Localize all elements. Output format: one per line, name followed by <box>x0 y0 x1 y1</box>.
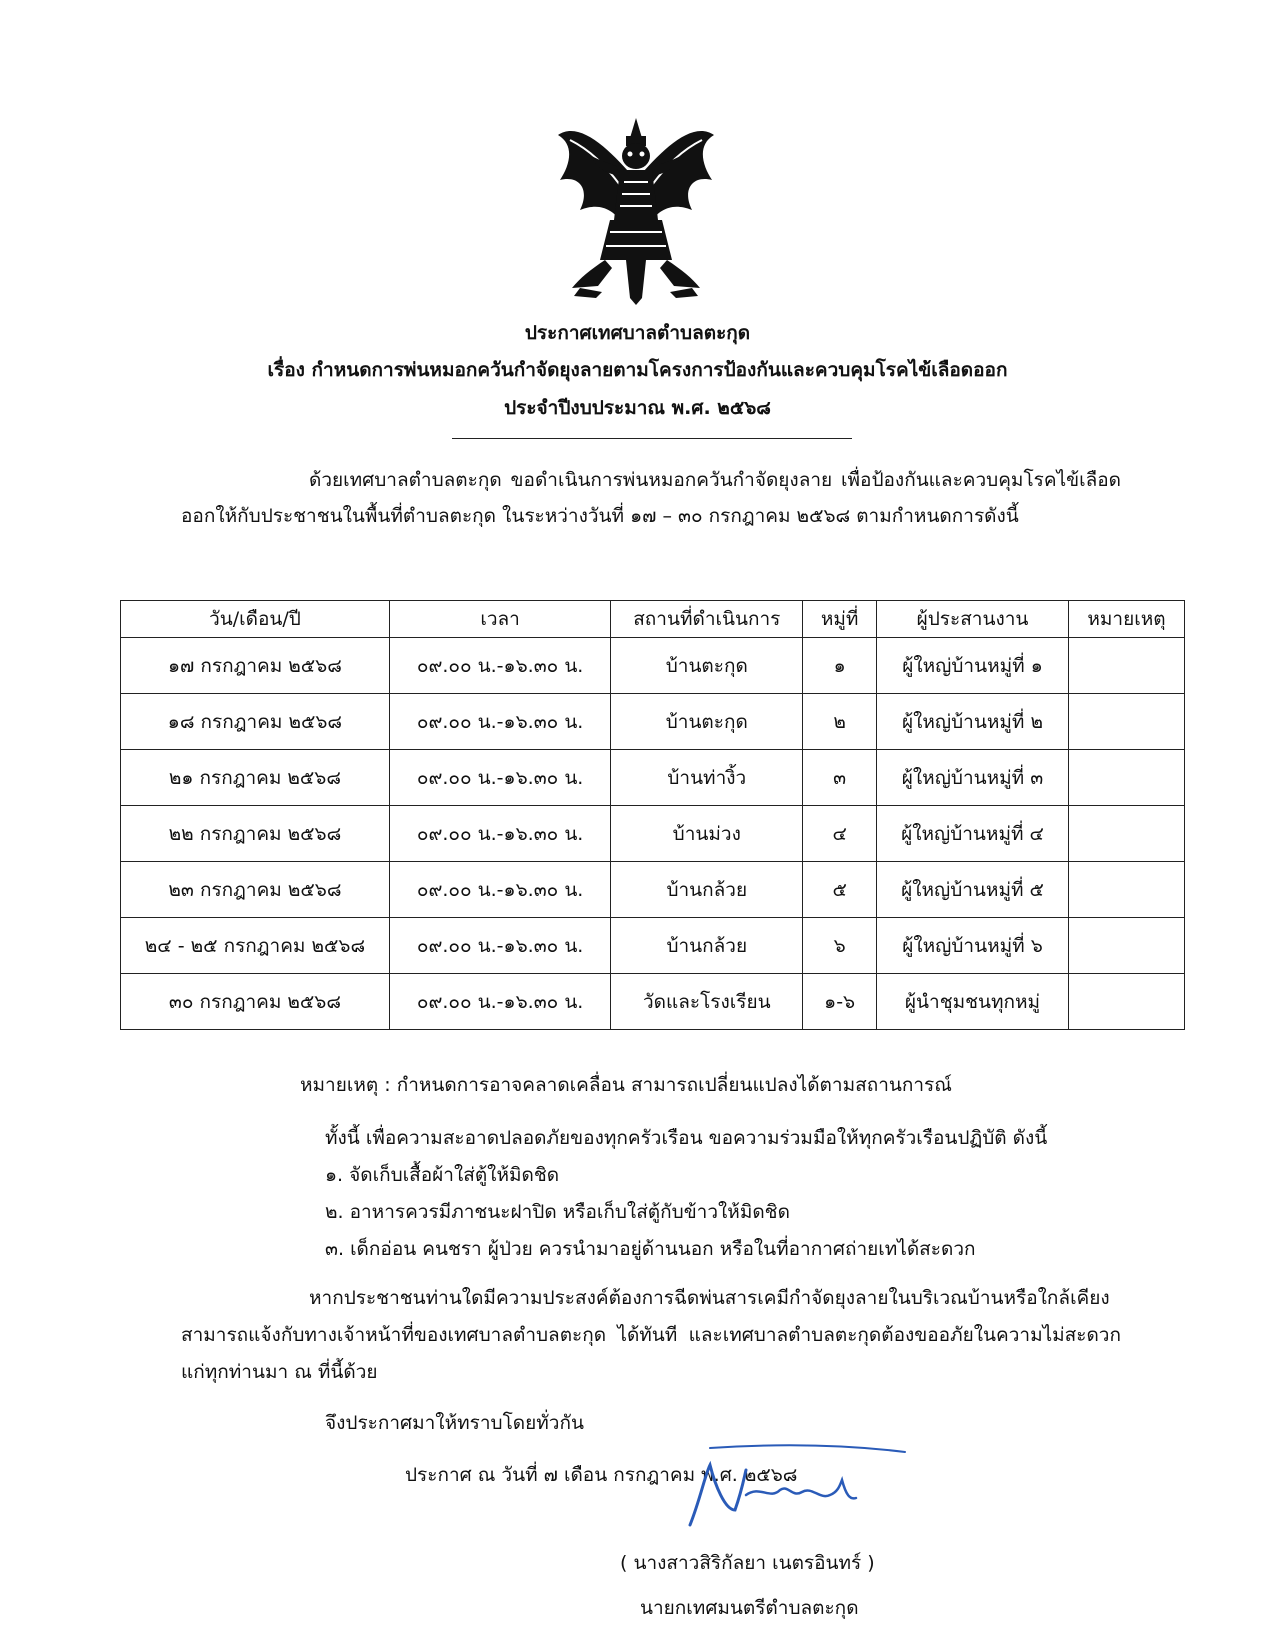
instruction-item: ๑. จัดเก็บเสื้อผ้าใส่ตู้ให้มิดชิด <box>325 1164 560 1186</box>
cell-remark <box>1068 638 1184 694</box>
table-row <box>121 918 1185 974</box>
garuda-emblem-icon <box>550 110 722 305</box>
schedule-table <box>120 600 1185 1030</box>
column-header-village: หมู่ที่ <box>803 601 877 638</box>
column-header-location: สถานที่ดำเนินการ <box>611 601 803 638</box>
cell-remark <box>1068 862 1184 918</box>
cell-location: วัดและโรงเรียน <box>611 974 803 1030</box>
cell-location: บ้านตะกุด <box>611 638 803 694</box>
table-row <box>121 974 1185 1030</box>
cell-date: ๑๗ กรกฎาคม ๒๕๖๘ <box>121 638 390 694</box>
table-row <box>121 638 1185 694</box>
cell-date: ๒๒ กรกฎาคม ๒๕๖๘ <box>121 806 390 862</box>
cell-time: ๐๙.๐๐ น.-๑๖.๓๐ น. <box>389 750 610 806</box>
signer-position: นายกเทศมนตรีตำบลตะกุด <box>640 1597 859 1619</box>
cell-remark <box>1068 918 1184 974</box>
cell-coordinator: ผู้ใหญ่บ้านหมู่ที่ ๒ <box>877 694 1069 750</box>
cell-village: ๔ <box>803 806 877 862</box>
cell-coordinator: ผู้นำชุมชนทุกหมู่ <box>877 974 1069 1030</box>
cell-location: บ้านม่วง <box>611 806 803 862</box>
table-row <box>121 862 1185 918</box>
instructions-lead: ทั้งนี้ เพื่อความสะอาดปลอดภัยของทุกครัวเรือน ขอความร่วมมือให้ทุกครัวเรือนปฏิบัติ ดังนี้ <box>325 1127 1048 1149</box>
cell-time: ๐๙.๐๐ น.-๑๖.๓๐ น. <box>389 862 610 918</box>
cell-village: ๓ <box>803 750 877 806</box>
cell-village: ๑-๖ <box>803 974 877 1030</box>
closing-paragraph: หากประชาชนท่านใดมีความประสงค์ต้องการฉีดพ่นสารเคมีกำจัดยุงลายในบริเวณบ้านหรือใกล้เคียง สามารถแจ้งกับทางเจ้าหน้าที่ของเทศบาลตำบลตะกุด ได้ทันที และเทศบาลตำบลตะกุดต้องขออภัยในความไม่สะดวกแก่ทุกท่านมา ณ ที่นี้ด้วย <box>181 1287 1121 1383</box>
cell-coordinator: ผู้ใหญ่บ้านหมู่ที่ ๓ <box>877 750 1069 806</box>
cell-remark <box>1068 974 1184 1030</box>
cell-date: ๑๘ กรกฎาคม ๒๕๖๘ <box>121 694 390 750</box>
title-divider <box>452 438 852 439</box>
cell-date: ๒๓ กรกฎาคม ๒๕๖๘ <box>121 862 390 918</box>
cell-coordinator: ผู้ใหญ่บ้านหมู่ที่ ๑ <box>877 638 1069 694</box>
cell-location: บ้านท่างิ้ว <box>611 750 803 806</box>
cell-remark <box>1068 694 1184 750</box>
cell-village: ๖ <box>803 918 877 974</box>
column-header-time: เวลา <box>389 601 610 638</box>
cell-time: ๐๙.๐๐ น.-๑๖.๓๐ น. <box>389 918 610 974</box>
cell-date: ๓๐ กรกฎาคม ๒๕๖๘ <box>121 974 390 1030</box>
intro-paragraph: ด้วยเทศบาลตำบลตะกุด ขอดำเนินการพ่นหมอกควันกำจัดยุงลาย เพื่อป้องกันและควบคุมโรคไข้เลือดออกให้กับประชาชนในพื้นที่ตำบลตะกุด ในระหว่างวันที่ ๑๗ – ๓๐ กรกฎาคม ๒๕๖๘ ตามกำหนดการดังนี้ <box>181 469 1121 527</box>
announcement-date: ประกาศ ณ วันที่ ๗ เดือน กรกฎาคม พ.ศ. ๒๕๖๘ <box>405 1464 798 1486</box>
cell-time: ๐๙.๐๐ น.-๑๖.๓๐ น. <box>389 694 610 750</box>
announcement-subject: เรื่อง กำหนดการพ่นหมอกควันกำจัดยุงลายตามโครงการป้องกันและควบคุมโรคไข้เลือดออก <box>267 359 1008 381</box>
cell-time: ๐๙.๐๐ น.-๑๖.๓๐ น. <box>389 638 610 694</box>
announce-line: จึงประกาศมาให้ทราบโดยทั่วกัน <box>325 1412 584 1434</box>
instruction-item: ๒. อาหารควรมีภาชนะฝาปิด หรือเก็บใส่ตู้กับข้าวให้มิดชิด <box>325 1201 790 1223</box>
table-header-row <box>121 601 1185 638</box>
cell-coordinator: ผู้ใหญ่บ้านหมู่ที่ ๖ <box>877 918 1069 974</box>
announcement-title: ประกาศเทศบาลตำบลตะกุด <box>524 322 751 344</box>
cell-location: บ้านกล้วย <box>611 862 803 918</box>
table-row <box>121 806 1185 862</box>
cell-remark <box>1068 806 1184 862</box>
cell-remark <box>1068 750 1184 806</box>
cell-coordinator: ผู้ใหญ่บ้านหมู่ที่ ๕ <box>877 862 1069 918</box>
cell-coordinator: ผู้ใหญ่บ้านหมู่ที่ ๔ <box>877 806 1069 862</box>
table-row <box>121 694 1185 750</box>
cell-date: ๒๑ กรกฎาคม ๒๕๖๘ <box>121 750 390 806</box>
cell-time: ๐๙.๐๐ น.-๑๖.๓๐ น. <box>389 806 610 862</box>
signer-name: ( นางสาวสิริกัลยา เนตรอินทร์ ) <box>620 1552 875 1574</box>
cell-time: ๐๙.๐๐ น.-๑๖.๓๐ น. <box>389 974 610 1030</box>
cell-village: ๑ <box>803 638 877 694</box>
column-header-coordinator: ผู้ประสานงาน <box>877 601 1069 638</box>
fiscal-year-line: ประจำปีงบประมาณ พ.ศ. ๒๕๖๘ <box>504 397 771 419</box>
cell-location: บ้านตะกุด <box>611 694 803 750</box>
column-header-date: วัน/เดือน/ปี <box>121 601 390 638</box>
instruction-item: ๓. เด็กอ่อน คนชรา ผู้ป่วย ควรนำมาอยู่ด้านนอก หรือในที่อากาศถ่ายเทได้สะดวก <box>325 1238 976 1260</box>
signature-icon <box>680 1440 910 1540</box>
cell-date: ๒๔ - ๒๕ กรกฎาคม ๒๕๖๘ <box>121 918 390 974</box>
cell-village: ๒ <box>803 694 877 750</box>
schedule-note: หมายเหตุ : กำหนดการอาจคลาดเคลื่อน สามารถเปลี่ยนแปลงได้ตามสถานการณ์ <box>300 1074 952 1096</box>
table-row <box>121 750 1185 806</box>
cell-village: ๕ <box>803 862 877 918</box>
column-header-remark: หมายเหตุ <box>1068 601 1184 638</box>
cell-location: บ้านกล้วย <box>611 918 803 974</box>
